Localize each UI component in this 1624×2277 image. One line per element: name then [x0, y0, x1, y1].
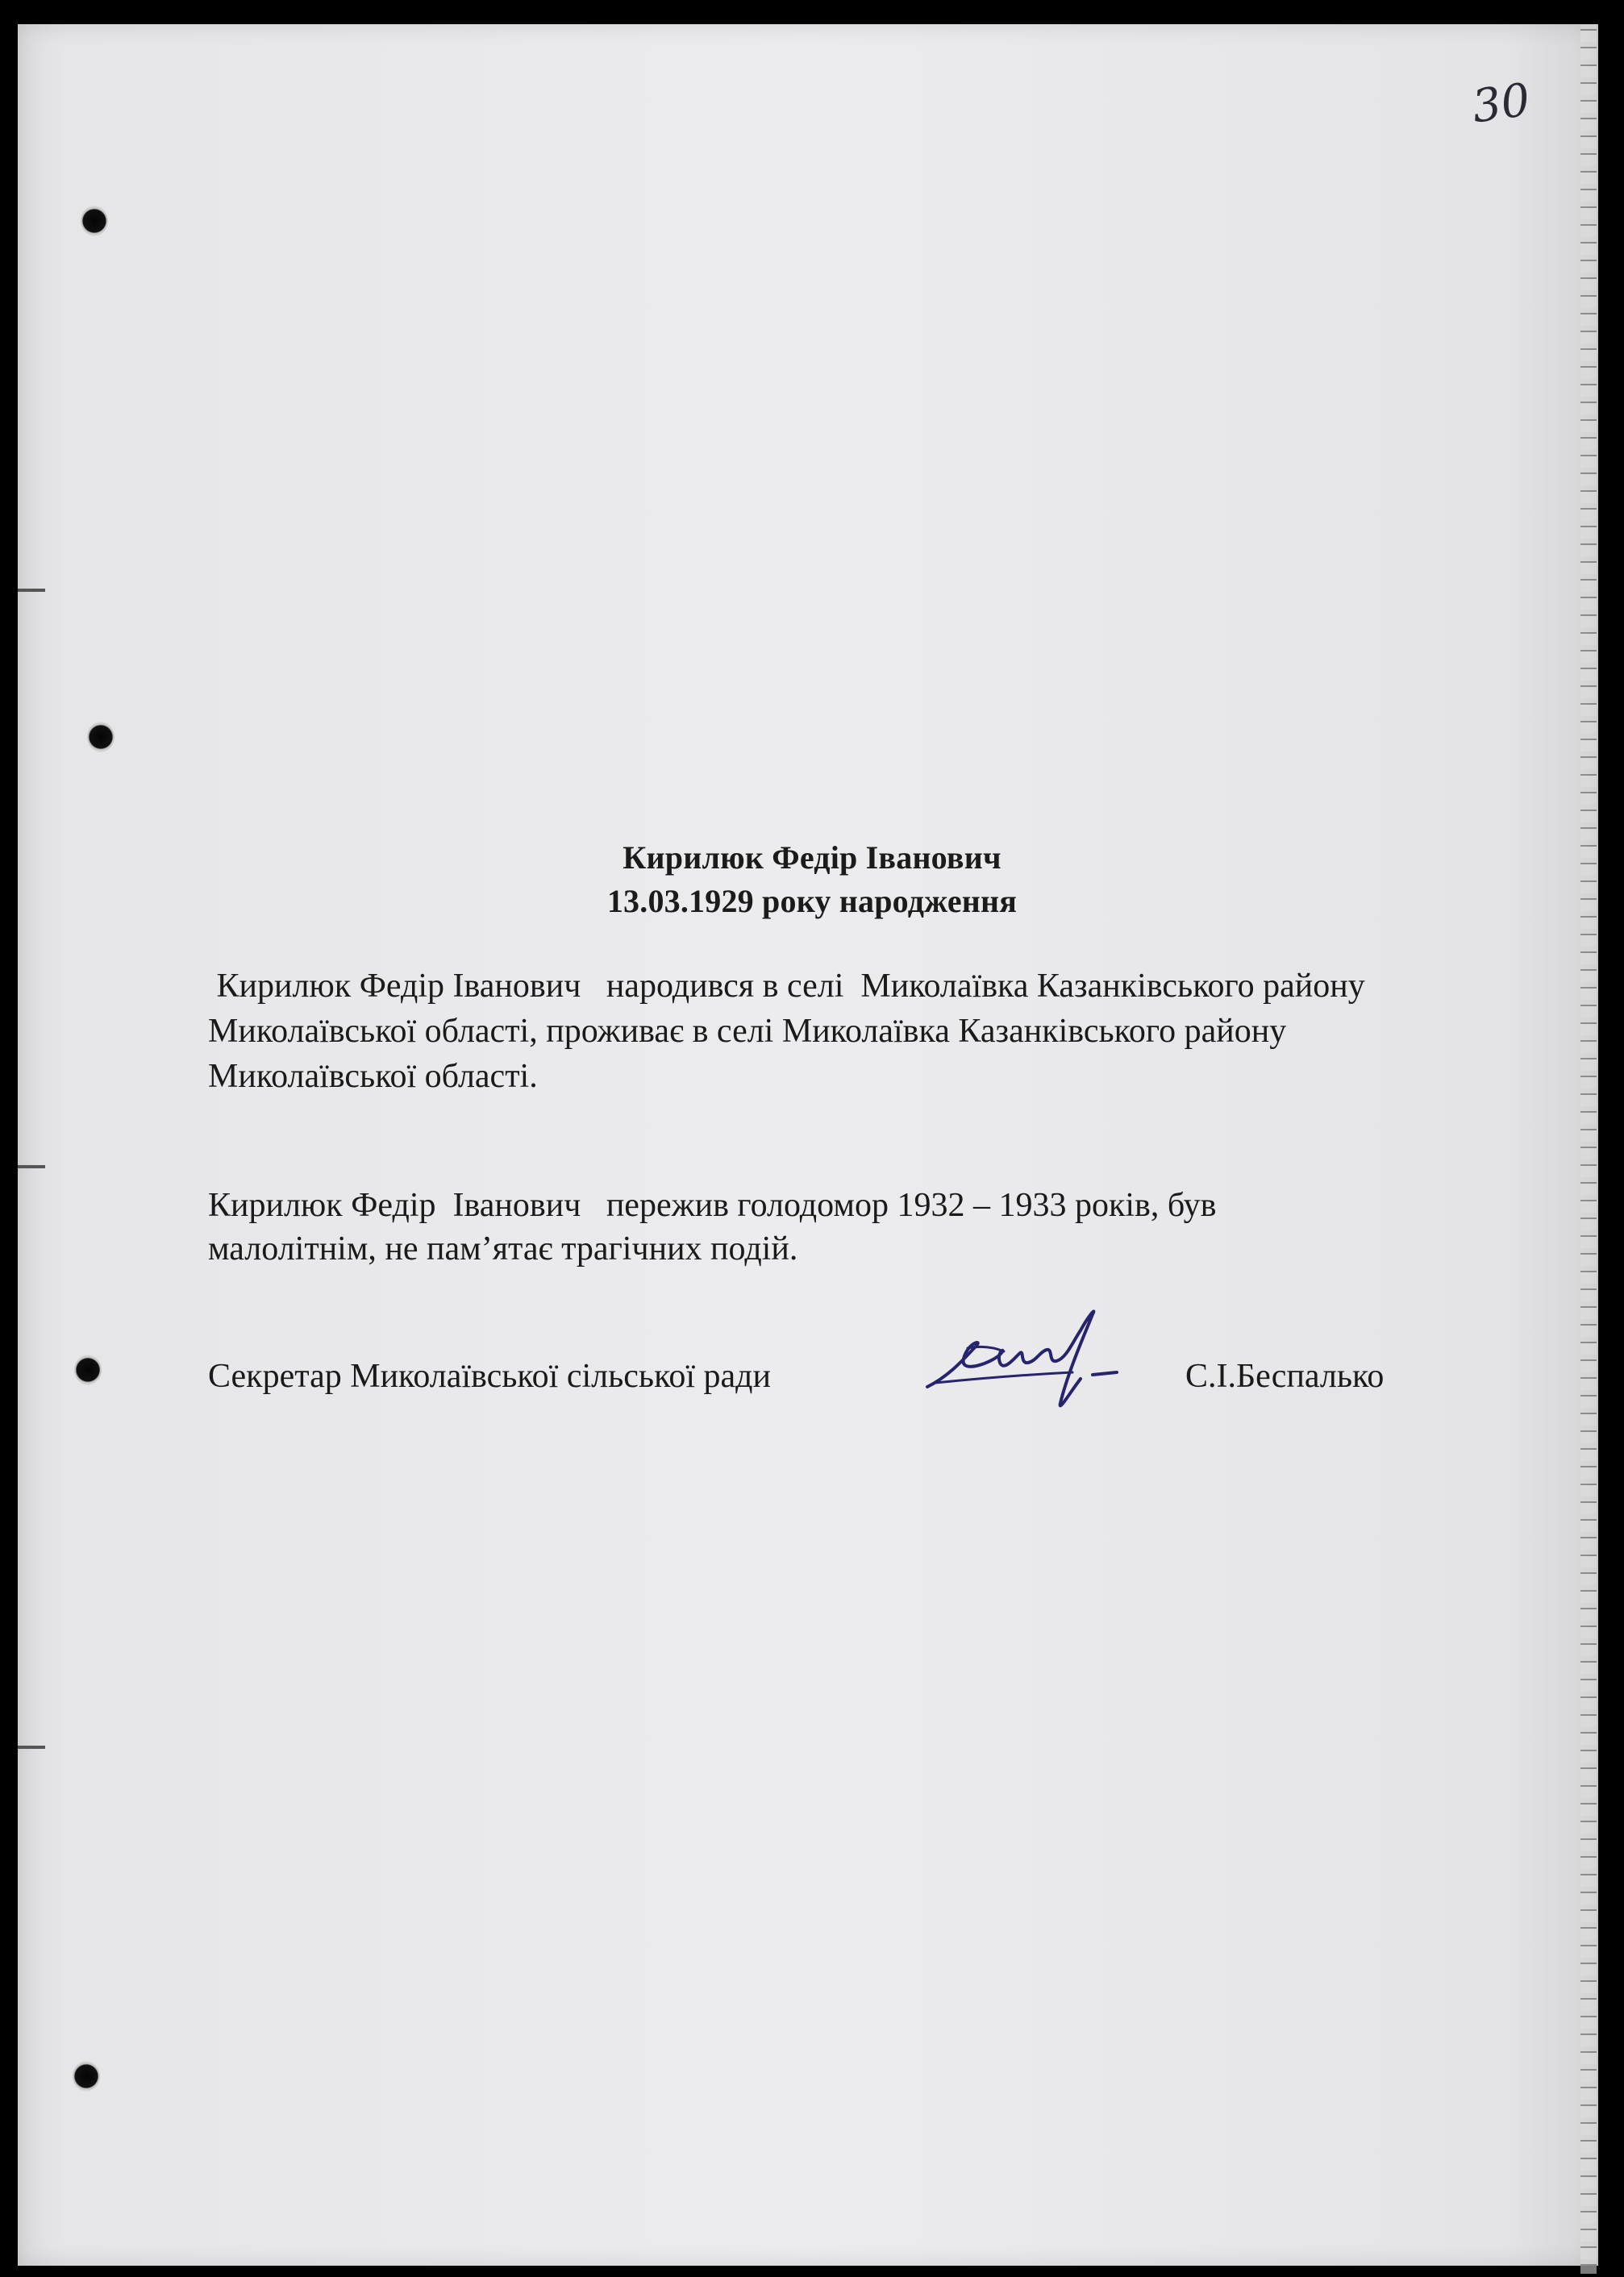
paragraph-1-line-2: Миколаївської області, проживає в селі Миколаївка Казанківського району: [208, 1013, 1287, 1050]
paragraph-2-line-2: малолітнім, не пам’ятає трагічних подій.: [208, 1230, 798, 1268]
document-title-birth: 13.03.1929 року народження: [606, 883, 1018, 919]
edge-mark: [18, 1165, 45, 1168]
paragraph-1-line-1: Кирилюк Федір Іванович народився в селі Миколаївка Казанківського району: [208, 968, 1365, 1005]
handwritten-page-number: 30: [1468, 73, 1534, 134]
torn-binding-edge: [1580, 24, 1597, 2274]
signatory-position: Секретар Миколаївської сільської ради: [208, 1358, 772, 1395]
punch-hole: [74, 1355, 102, 1385]
edge-mark: [18, 1746, 45, 1749]
paragraph-2-line-1: Кирилюк Федір Іванович пережив голодомор 1932 – 1933 років, був: [208, 1187, 1217, 1224]
document-title-name: Кирилюк Федір Іванович: [623, 839, 1001, 876]
paragraph-1-line-3: Миколаївської області.: [208, 1058, 538, 1095]
edge-mark: [18, 589, 45, 592]
punch-hole: [87, 722, 115, 752]
signatory-name: С.І.Беспалько: [1185, 1358, 1385, 1395]
handwritten-signature: [919, 1298, 1177, 1419]
paper-sheet: [18, 24, 1598, 2266]
punch-hole: [81, 206, 108, 236]
punch-hole: [73, 2061, 100, 2092]
